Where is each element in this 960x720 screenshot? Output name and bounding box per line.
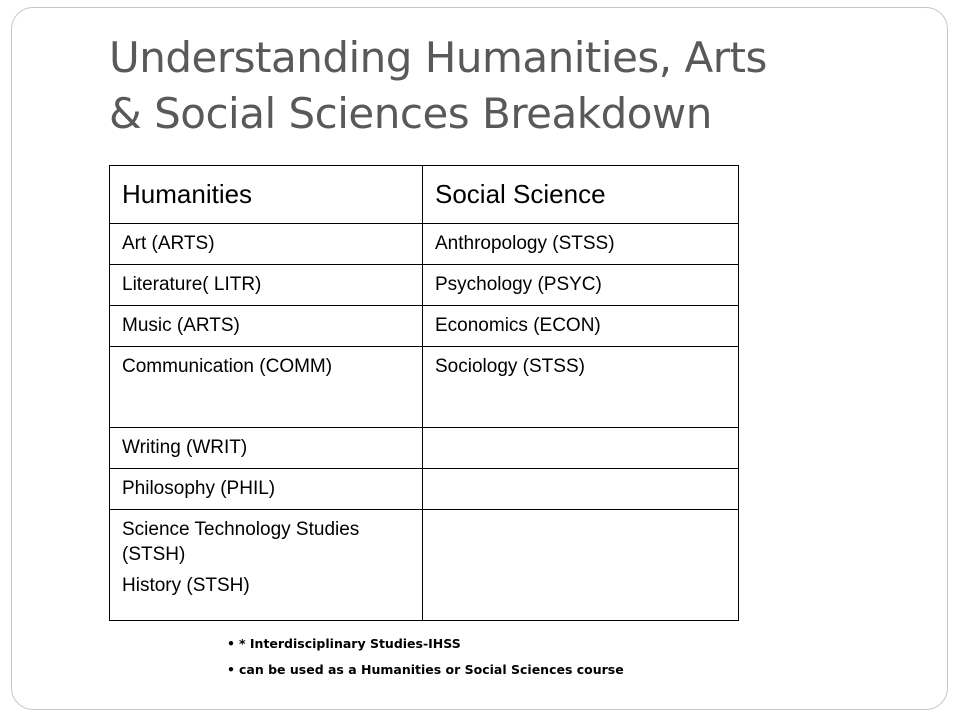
social-science-cell [423,428,739,469]
footnote-item: • can be used as a Humanities or Social Sciences course [227,657,624,683]
course-breakdown-table [109,165,739,621]
table-row [110,510,739,621]
table-row [110,306,739,347]
humanities-cell: Art (ARTS) [110,224,423,265]
social-science-cell: Anthropology (STSS) [423,224,739,265]
footnote-item: • * Interdisciplinary Studies-IHSS [227,631,624,657]
humanities-cell: Writing (WRIT) [110,428,423,469]
humanities-cell [110,510,423,621]
table-header-row [110,166,739,224]
footnote-list [227,631,624,683]
social-science-cell: Psychology (PSYC) [423,265,739,306]
table-row [110,428,739,469]
social-science-cell: Sociology (STSS) [423,347,739,428]
header-humanities: Humanities [110,166,423,224]
humanities-cell: Philosophy (PHIL) [110,469,423,510]
table-row [110,224,739,265]
table-row [110,347,739,428]
social-science-cell [423,510,739,621]
slide-title [109,30,869,142]
cell-line: Science Technology Studies (STSH) [122,519,360,565]
header-social-science: Social Science [423,166,739,224]
social-science-cell [423,469,739,510]
humanities-cell: Literature( LITR) [110,265,423,306]
humanities-cell: Communication (COMM) [110,347,423,428]
title-line-1: Understanding Humanities, Arts [109,33,767,82]
humanities-cell: Music (ARTS) [110,306,423,347]
table-row [110,265,739,306]
social-science-cell: Economics (ECON) [423,306,739,347]
table-row [110,469,739,510]
cell-line: History (STSH) [122,575,250,596]
title-line-2: & Social Sciences Breakdown [109,89,712,138]
